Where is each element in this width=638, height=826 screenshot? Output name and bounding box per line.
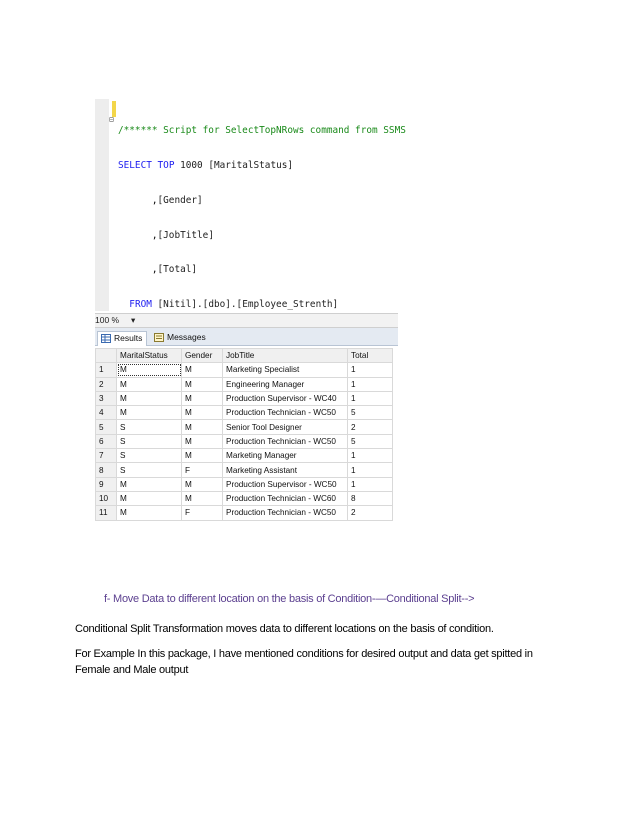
row-number[interactable]: 6 [96, 434, 117, 448]
row-number[interactable]: 5 [96, 420, 117, 434]
cell-marital-status[interactable]: S [117, 463, 182, 477]
cell-marital-status[interactable]: M [117, 477, 182, 491]
column-name: [JobTitle] [157, 229, 214, 241]
chevron-down-icon[interactable]: ▾ [131, 315, 136, 325]
cell-marital-status[interactable]: M [117, 491, 182, 505]
cell-total[interactable]: 1 [348, 449, 393, 463]
cell-gender[interactable]: F [182, 506, 223, 520]
row-number[interactable]: 3 [96, 391, 117, 405]
table-row[interactable] [96, 420, 393, 434]
table-row[interactable] [96, 434, 393, 448]
grid-icon [101, 334, 111, 343]
row-number[interactable]: 1 [96, 363, 117, 377]
sql-editor-screenshot [95, 99, 406, 529]
column-header[interactable]: Total [348, 349, 393, 363]
column-name: [MaritalStatus] [208, 159, 294, 171]
editor-gutter [95, 99, 109, 311]
cell-job-title[interactable]: Engineering Manager [223, 377, 348, 391]
zoom-level[interactable]: 100 % [95, 315, 120, 325]
table-row[interactable] [96, 391, 393, 405]
collapse-icon[interactable]: ⊟ [109, 115, 114, 124]
cell-total[interactable]: 1 [348, 463, 393, 477]
top-keyword: TOP [157, 159, 175, 171]
cell-marital-status[interactable]: M [117, 391, 182, 405]
results-tabs [95, 328, 398, 346]
zoom-bar [95, 313, 398, 328]
cell-gender[interactable]: M [182, 377, 223, 391]
tab-results-label: Results [114, 333, 143, 343]
cell-job-title[interactable]: Production Technician - WC60 [223, 491, 348, 505]
table-row[interactable] [96, 477, 393, 491]
cell-job-title[interactable]: Marketing Specialist [223, 363, 348, 377]
top-count: 1000 [180, 159, 203, 171]
cell-job-title[interactable]: Production Supervisor - WC50 [223, 477, 348, 491]
query-editor[interactable] [95, 99, 406, 311]
cell-total[interactable]: 1 [348, 477, 393, 491]
table-row[interactable] [96, 506, 393, 520]
sql-code: /****** Script for SelectTopNRows command from SSMS SELECT TOP 1000 [MaritalStatus] ,[Gender] ,[JobTitle] ,[Total] FROM [Nitil].[dbo].[Employee_Strenth] [118, 125, 406, 311]
paragraph: Conditional Split Transformation moves data to different locations on the basis of condition. [75, 623, 494, 635]
cell-total[interactable]: 1 [348, 391, 393, 405]
cell-job-title[interactable]: Marketing Assistant [223, 463, 348, 477]
tab-results[interactable] [97, 331, 147, 346]
cell-marital-status[interactable]: M [117, 506, 182, 520]
cell-job-title[interactable]: Production Technician - WC50 [223, 406, 348, 420]
row-number[interactable]: 7 [96, 449, 117, 463]
column-name: [Total] [157, 264, 198, 276]
cell-total[interactable]: 1 [348, 363, 393, 377]
cell-job-title[interactable]: Marketing Manager [223, 449, 348, 463]
message-icon [154, 333, 164, 342]
cell-total[interactable]: 8 [348, 491, 393, 505]
sql-comment: /****** Script for SelectTopNRows command from SSMS [118, 125, 406, 137]
cell-marital-status[interactable]: S [117, 434, 182, 448]
cell-gender[interactable]: M [182, 434, 223, 448]
paragraph: Female and Male output [75, 664, 189, 676]
column-header[interactable]: Gender [182, 349, 223, 363]
table-row[interactable] [96, 406, 393, 420]
cell-job-title[interactable]: Production Technician - WC50 [223, 506, 348, 520]
row-number[interactable]: 8 [96, 463, 117, 477]
row-header-corner[interactable] [96, 349, 117, 363]
cell-gender[interactable]: M [182, 406, 223, 420]
cell-total[interactable]: 2 [348, 506, 393, 520]
cell-marital-status[interactable]: M [117, 377, 182, 391]
row-number[interactable]: 11 [96, 506, 117, 520]
cell-job-title[interactable]: Production Technician - WC50 [223, 434, 348, 448]
cell-total[interactable]: 1 [348, 377, 393, 391]
cell-gender[interactable]: F [182, 463, 223, 477]
row-number[interactable]: 9 [96, 477, 117, 491]
row-number[interactable]: 2 [96, 377, 117, 391]
cell-job-title[interactable]: Senior Tool Designer [223, 420, 348, 434]
cell-total[interactable]: 5 [348, 406, 393, 420]
tab-messages-label: Messages [167, 332, 206, 342]
cell-gender[interactable]: M [182, 477, 223, 491]
section-heading: f- Move Data to different location on the basis of Condition-—Conditional Split--> [104, 593, 475, 605]
from-keyword: FROM [129, 299, 152, 311]
cell-marital-status[interactable]: M [117, 406, 182, 420]
cell-job-title[interactable]: Production Supervisor - WC40 [223, 391, 348, 405]
row-number[interactable]: 4 [96, 406, 117, 420]
cell-gender[interactable]: M [182, 391, 223, 405]
column-header[interactable]: JobTitle [223, 349, 348, 363]
cell-gender[interactable]: M [182, 491, 223, 505]
tab-messages[interactable] [151, 331, 210, 345]
cell-gender[interactable]: M [182, 420, 223, 434]
column-header[interactable]: MaritalStatus [117, 349, 182, 363]
select-keyword: SELECT [118, 159, 152, 171]
row-number[interactable]: 10 [96, 491, 117, 505]
cell-gender[interactable]: M [182, 449, 223, 463]
cell-total[interactable]: 2 [348, 420, 393, 434]
column-name: [Gender] [157, 194, 203, 206]
table-row[interactable] [96, 491, 393, 505]
table-name: [Nitil].[dbo].[Employee_Strenth] [157, 299, 339, 311]
cell-gender[interactable]: M [182, 363, 223, 377]
table-row[interactable] [96, 449, 393, 463]
cell-total[interactable]: 5 [348, 434, 393, 448]
cell-marital-status[interactable]: S [117, 449, 182, 463]
table-row[interactable] [96, 463, 393, 477]
paragraph: For Example In this package, I have mentioned conditions for desired output and data get spitted in [75, 648, 533, 660]
cell-marital-status[interactable]: M [117, 363, 182, 377]
results-grid [95, 348, 393, 521]
cell-marital-status[interactable]: S [117, 420, 182, 434]
table-row[interactable] [96, 363, 393, 377]
table-row[interactable] [96, 377, 393, 391]
